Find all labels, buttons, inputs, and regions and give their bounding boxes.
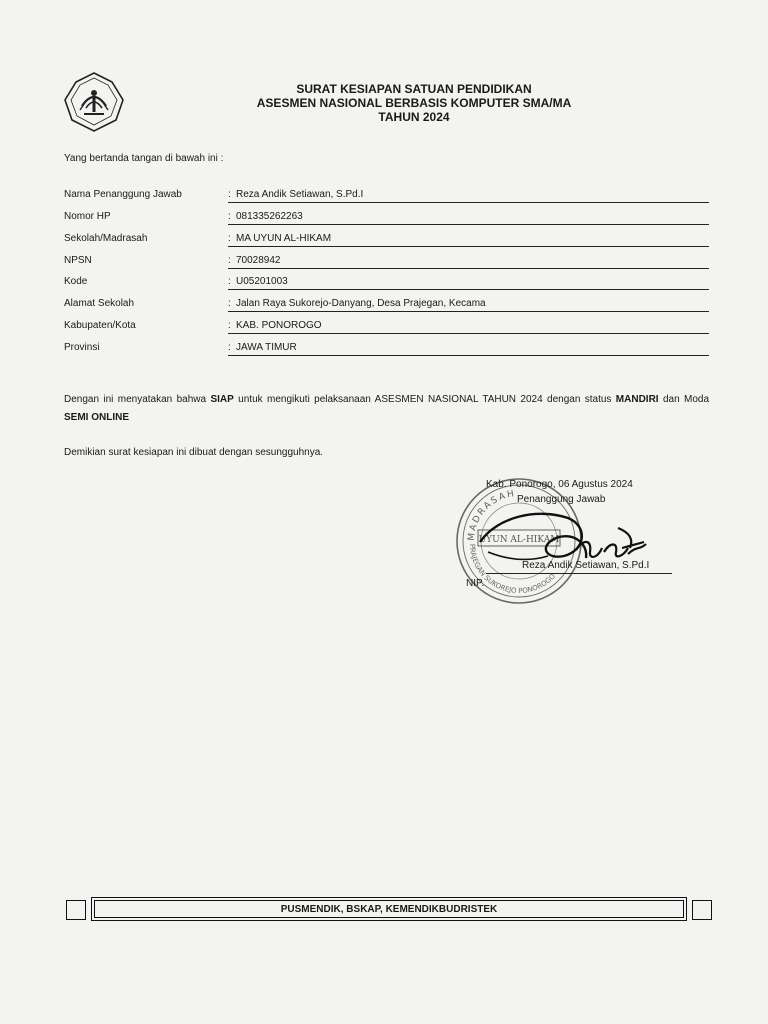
field-value: Jalan Raya Sukorejo-Danyang, Desa Prajegan, Kecama (236, 298, 486, 309)
field-value: U05201003 (236, 276, 288, 287)
footer-right-square (692, 900, 712, 920)
field-underline (228, 224, 709, 225)
nip-label: NIP. (466, 578, 485, 589)
field-row-provinsi (64, 340, 709, 358)
field-underline (228, 289, 709, 290)
field-colon: : (228, 342, 231, 353)
letter-title: SURAT KESIAPAN SATUAN PENDIDIKAN (296, 82, 532, 96)
statement-text: Dengan ini menyatakan bahwa (64, 394, 211, 405)
closing-text: Demikian surat kesiapan ini dibuat dengan sesungguhnya. (64, 447, 324, 458)
letter-year: TAHUN 2024 (378, 110, 450, 124)
field-value: 081335262263 (236, 211, 303, 222)
field-value: Reza Andik Setiawan, S.Pd.I (236, 189, 364, 200)
field-colon: : (228, 320, 231, 331)
mode-semi-online: SEMI ONLINE (64, 412, 130, 423)
field-row-kode (64, 274, 709, 292)
signer-role: Penanggung Jawab (517, 494, 606, 505)
field-colon: : (228, 233, 231, 244)
field-colon: : (228, 255, 231, 266)
stamp-arc-top: MADRASAH (466, 488, 517, 542)
field-value: KAB. PONOROGO (236, 320, 322, 331)
field-label: Nomor HP (64, 211, 111, 222)
letter-subtitle: ASESMEN NASIONAL BERBASIS KOMPUTER SMA/MA (256, 96, 572, 110)
stamp-arc-bottom: PRAJEGAN SUKOREJO PONOROGO (467, 543, 558, 596)
field-label: Provinsi (64, 342, 100, 353)
field-value: MA UYUN AL-HIKAM (236, 233, 332, 244)
field-colon: : (228, 276, 231, 287)
field-row-kabupaten (64, 318, 709, 336)
field-row-sekolah (64, 231, 709, 249)
field-colon: : (228, 298, 231, 309)
readiness-statement (64, 391, 709, 427)
field-label: Alamat Sekolah (64, 298, 135, 309)
field-label: NPSN (64, 255, 92, 266)
field-label: Kabupaten/Kota (64, 320, 136, 331)
status-mandiri: MANDIRI (615, 394, 659, 405)
field-row-npsn (64, 253, 709, 271)
field-colon: : (228, 189, 231, 200)
field-value: JAWA TIMUR (236, 342, 297, 353)
field-underline (228, 268, 709, 269)
stamp-center-text: UYUN AL-HIKAM (478, 535, 560, 545)
field-underline (228, 311, 709, 312)
statement-text: dan Moda (658, 394, 710, 405)
field-row-nama (64, 187, 709, 205)
field-label: Nama Penanggung Jawab (64, 189, 182, 200)
field-label: Kode (64, 276, 88, 287)
signature-underline (486, 573, 672, 574)
footer-text: PUSMENDIK, BSKAP, KEMENDIKBUDRISTEK (280, 904, 498, 915)
field-row-alamat (64, 296, 709, 314)
signer-name: Reza Andik Setiawan, S.Pd.I (522, 560, 650, 571)
field-underline (228, 246, 709, 247)
field-row-nomor-hp (64, 209, 709, 227)
statement-text: untuk mengikuti pelaksanaan ASESMEN NASIONAL TAHUN 2024 dengan status (233, 394, 616, 405)
field-underline (228, 333, 709, 334)
footer-left-square (66, 900, 86, 920)
field-label: Sekolah/Madrasah (64, 233, 148, 244)
intro-text: Yang bertanda tangan di bawah ini : (64, 153, 224, 164)
field-underline (228, 202, 709, 203)
field-underline (228, 355, 709, 356)
field-colon: : (228, 211, 231, 222)
place-date: Kab. Ponorogo, 06 Agustus 2024 (486, 479, 633, 490)
field-value: 70028942 (236, 255, 281, 266)
status-siap: SIAP (210, 394, 234, 405)
tut-wuri-handayani-logo-icon (62, 70, 126, 134)
